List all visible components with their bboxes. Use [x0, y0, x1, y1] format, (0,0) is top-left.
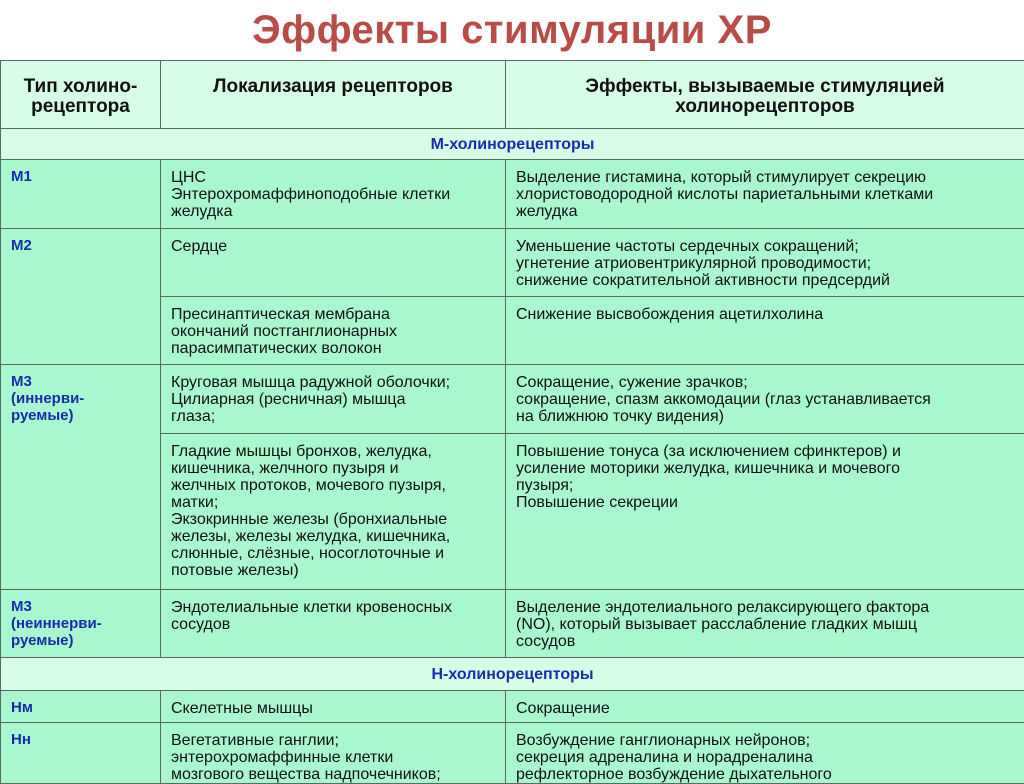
section-m-title: М-холинорецепторы [1, 129, 1024, 160]
header-row [1, 61, 1024, 129]
type-cell: М3 (иннерви- руемые) [1, 365, 161, 590]
header-type: Тип холино- рецептора [1, 61, 161, 129]
effects-cell: Выделение гистамина, который стимулирует секрецию хлористоводородной кислоты париетальными клетками желудка [506, 160, 1024, 229]
localization-cell: Скелетные мышцы [161, 691, 506, 723]
localization-cell: Гладкие мышцы бронхов, желудка, кишечника, желчного пузыря и желчных протоков, мочевого пузыря, матки; Экзокринные железы (бронхиальные железы, железы желудка, кишечника, слюнные, слёзные, носоглоточные и потовые железы) [161, 434, 506, 590]
effects-cell: Возбуждение ганглионарных нейронов; секреция адреналина и норадреналина рефлекторное возбуждение дыхательного [506, 723, 1024, 784]
type-cell: М2 [1, 229, 161, 365]
type-cell: М3 (неиннерви- руемые) [1, 590, 161, 658]
header-localization: Локализация рецепторов [161, 61, 506, 129]
effects-cell: Снижение высвобождения ацетилхолина [506, 297, 1024, 365]
section-n-title: Н-холинорецепторы [1, 658, 1024, 691]
effects-cell: Сокращение, сужение зрачков; сокращение, спазм аккомодации (глаз устанавливается на ближнюю точку видения) [506, 365, 1024, 434]
table-row-m1 [1, 160, 1024, 229]
type-cell: Нм [1, 691, 161, 723]
localization-cell: Вегетативные ганглии; энтерохромаффинные клетки мозгового вещества надпочечников; [161, 723, 506, 784]
table-row-nm [1, 691, 1024, 723]
header-effects: Эффекты, вызываемые стимуляцией холинорецепторов [506, 61, 1024, 129]
localization-cell: Круговая мышца радужной оболочки; Цилиарная (ресничная) мышца глаза; [161, 365, 506, 434]
localization-cell: Сердце [161, 229, 506, 297]
section-row-n [1, 658, 1024, 691]
type-cell: М1 [1, 160, 161, 229]
table-row-m3-eye [1, 365, 1024, 434]
table-row-nn [1, 723, 1024, 784]
effects-cell: Повышение тонуса (за исключением сфинктеров) и усиление моторики желудка, кишечника и мочевого пузыря; Повышение секреции [506, 434, 1024, 590]
localization-cell: Пресинаптическая мембрана окончаний постганглионарных парасимпатических волокон [161, 297, 506, 365]
localization-cell: Эндотелиальные клетки кровеносных сосудов [161, 590, 506, 658]
table-row-m2-heart [1, 229, 1024, 297]
effects-cell: Выделение эндотелиального релаксирующего фактора (NO), который вызывает расслабление гладких мышц сосудов [506, 590, 1024, 658]
section-row-m [1, 129, 1024, 160]
effects-cell: Уменьшение частоты сердечных сокращений; угнетение атриовентрикулярной проводимости; снижение сократительной активности предсердий [506, 229, 1024, 297]
localization-cell: ЦНС Энтерохромаффиноподобные клетки желудка [161, 160, 506, 229]
effects-cell: Сокращение [506, 691, 1024, 723]
page-title: Эффекты стимуляции ХР [0, 8, 1024, 53]
receptor-table [0, 60, 1024, 784]
table-row-m3-noninnervated [1, 590, 1024, 658]
type-cell: Нн [1, 723, 161, 784]
